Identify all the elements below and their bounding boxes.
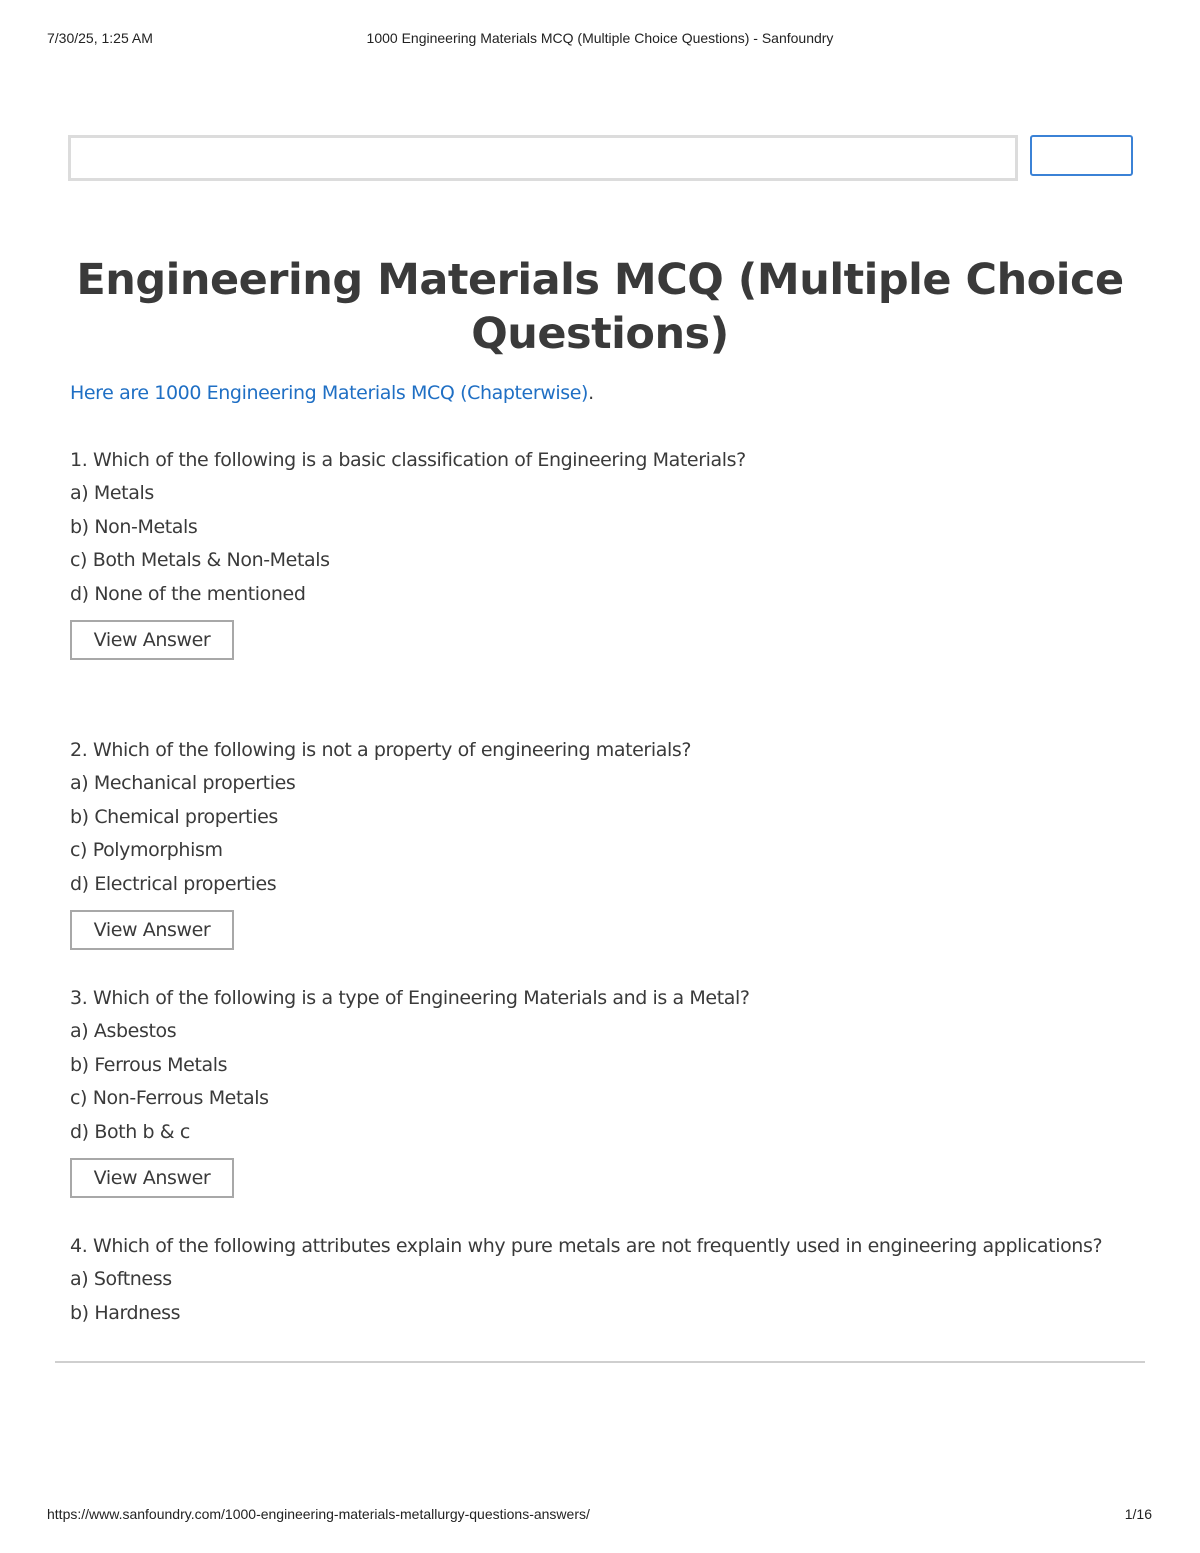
question-text: 1. Which of the following is a basic classification of Engineering Materials? bbox=[70, 449, 746, 471]
question-1 bbox=[70, 444, 1130, 660]
page-title: Engineering Materials MCQ (Multiple Choice Questions) bbox=[76, 254, 1124, 359]
option-c: c) Both Metals & Non-Metals bbox=[70, 549, 330, 572]
view-answer-button[interactable]: View Answer bbox=[70, 1158, 234, 1198]
option-b: b) Hardness bbox=[70, 1301, 181, 1324]
option-b: b) Ferrous Metals bbox=[70, 1053, 228, 1076]
question-3 bbox=[70, 982, 1130, 1198]
search-button[interactable] bbox=[1030, 135, 1133, 176]
search-input[interactable] bbox=[68, 135, 1018, 181]
chapterwise-link[interactable]: Here are 1000 Engineering Materials MCQ (Chapterwise) bbox=[70, 382, 589, 404]
option-a: a) Metals bbox=[70, 482, 154, 505]
option-a: a) Softness bbox=[70, 1268, 172, 1291]
question-text: 2. Which of the following is not a property of engineering materials? bbox=[70, 739, 692, 762]
content-divider bbox=[55, 1361, 1145, 1363]
intro-period: . bbox=[588, 382, 594, 404]
print-datetime: 7/30/25, 1:25 AM bbox=[47, 30, 153, 46]
question-text: 3. Which of the following is a type of Engineering Materials and is a Metal? bbox=[70, 987, 750, 1010]
option-b: b) Non-Metals bbox=[70, 515, 198, 538]
question-text: 4. Which of the following attributes explain why pure metals are not frequently used in engineering applications? bbox=[70, 1235, 1103, 1258]
print-header bbox=[0, 30, 1200, 50]
option-c: c) Polymorphism bbox=[70, 839, 223, 862]
option-a: a) Asbestos bbox=[70, 1020, 177, 1043]
option-c: c) Non-Ferrous Metals bbox=[70, 1087, 269, 1110]
intro-line bbox=[70, 378, 594, 408]
option-d: d) Electrical properties bbox=[70, 872, 277, 895]
question-list bbox=[70, 444, 1130, 1330]
print-footer bbox=[0, 1506, 1200, 1526]
option-a: a) Mechanical properties bbox=[70, 772, 296, 795]
option-d: d) Both b & c bbox=[70, 1120, 190, 1143]
print-page-number: 1/16 bbox=[1124, 1506, 1152, 1522]
view-answer-button[interactable]: View Answer bbox=[70, 620, 234, 660]
view-answer-button[interactable]: View Answer bbox=[70, 910, 234, 950]
option-d: d) None of the mentioned bbox=[70, 582, 306, 605]
question-2 bbox=[70, 734, 1130, 950]
question-4 bbox=[70, 1231, 1130, 1330]
print-url: https://www.sanfoundry.com/1000-engineering-materials-metallurgy-questions-answers/ bbox=[47, 1506, 590, 1522]
option-b: b) Chemical properties bbox=[70, 805, 278, 828]
print-page-title: 1000 Engineering Materials MCQ (Multiple Choice Questions) - Sanfoundry bbox=[366, 30, 834, 46]
